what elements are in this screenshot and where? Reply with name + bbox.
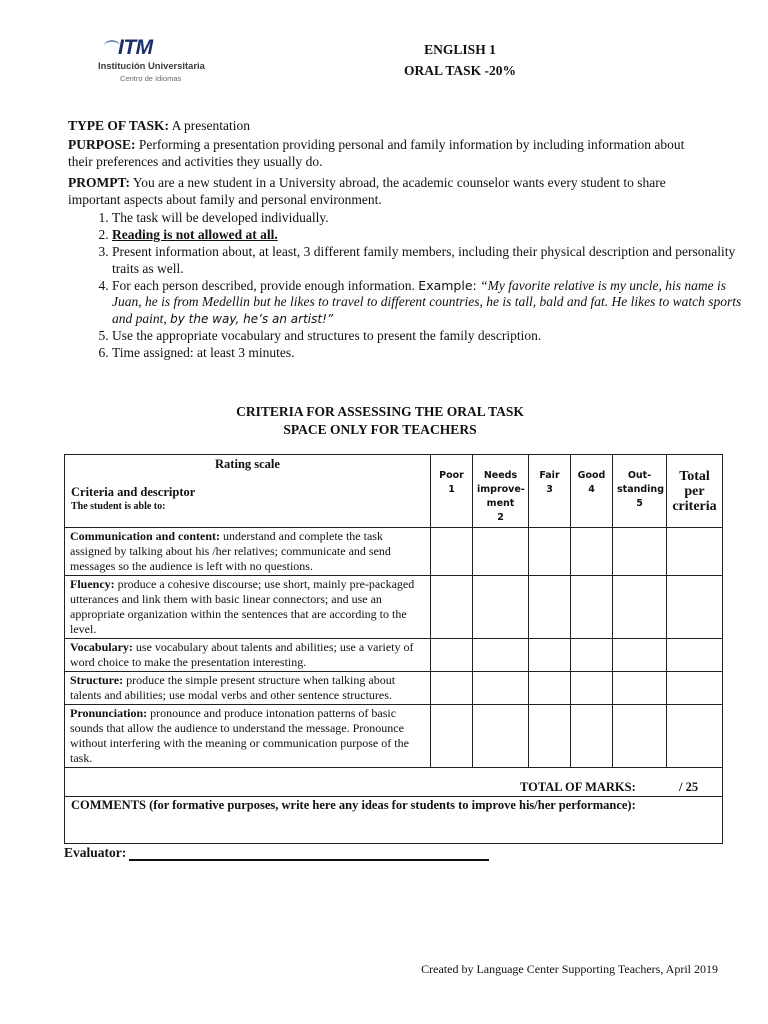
- footer-credit: Created by Language Center Supporting Teachers, April 2019: [421, 962, 718, 976]
- purpose-value: Performing a presentation providing personal and family information by including information about their preferences and activities they usually do.: [68, 137, 685, 169]
- total-marks-cell: [65, 768, 723, 797]
- criterion-text: pronounce and produce intonation patterns of basic sounds that allow the audience to understand the message. Pronounce without interfering with the meaning or communication purpose of the task.: [70, 706, 409, 765]
- rating-number: 1: [448, 484, 455, 495]
- score-cell[interactable]: [529, 528, 571, 576]
- rating-label: Good: [577, 470, 606, 481]
- rubric-header-row: [65, 455, 723, 528]
- total-cell[interactable]: [667, 528, 723, 576]
- criterion-text: understand and complete the task assigned by talking about his /her relatives; communicate and send messages so the audience is left with no questions.: [70, 529, 391, 573]
- total-marks-label: TOTAL OF MARKS:: [520, 780, 636, 794]
- criterion-title: Communication and content:: [70, 529, 221, 543]
- prompt-label: PROMPT:: [68, 175, 130, 190]
- course-title: ENGLISH 1: [424, 42, 496, 57]
- table-row: [65, 528, 723, 576]
- rating-scale-label: Rating scale: [215, 457, 280, 471]
- prompt-value: You are a new student in a University abroad, the academic counselor wants every student to share important aspects about family and personal environment.: [68, 175, 666, 207]
- criteria-header: Criteria and descriptor: [71, 485, 196, 499]
- type-of-task-label: TYPE OF TASK:: [68, 118, 170, 133]
- evaluator-label: Evaluator:: [64, 845, 127, 860]
- table-row: [65, 639, 723, 672]
- instruction-text: Use the appropriate vocabulary and structures to present the family description.: [112, 327, 542, 343]
- example-label: Example:: [418, 277, 477, 293]
- table-row: [65, 672, 723, 705]
- criterion-communication: [65, 528, 431, 576]
- task-title: ORAL TASK -20%: [403, 63, 517, 78]
- instruction-list: [68, 210, 744, 362]
- type-of-task-value: A presentation: [171, 118, 251, 133]
- example-text: “My favorite relative is my uncle, his name is Juan, he is from Medellin but he likes to travel to different countries, he is tall, bald and fat. He likes to watch sports and paint,: [112, 277, 742, 326]
- table-row: [65, 576, 723, 639]
- score-cell[interactable]: [571, 672, 613, 705]
- rating-number: 3: [546, 484, 553, 495]
- example-text-end: by the way, he’s an artist!”: [170, 311, 334, 326]
- rating-good-header: [571, 455, 613, 528]
- criteria-header-cell: [65, 455, 431, 528]
- score-cell[interactable]: [613, 672, 667, 705]
- itm-logo-name: Institución Universitaria: [98, 60, 205, 71]
- score-cell[interactable]: [529, 672, 571, 705]
- instruction-text: Reading is not allowed at all.: [112, 227, 278, 242]
- rating-label: Fair: [539, 470, 560, 481]
- rating-label: Poor: [439, 470, 464, 481]
- criterion-text: use vocabulary about talents and abilities; use a variety of word choice to make the presentation interesting.: [70, 640, 414, 669]
- criteria-title: CRITERIA FOR ASSESSING THE ORAL TASK: [236, 404, 524, 419]
- rating-fair-header: [529, 455, 571, 528]
- total-cell[interactable]: [667, 705, 723, 768]
- student-able-label: The student is able to:: [71, 501, 166, 512]
- score-cell[interactable]: [529, 576, 571, 639]
- criterion-title: Vocabulary:: [70, 640, 133, 654]
- rating-needs-header: [473, 455, 529, 528]
- score-cell[interactable]: [473, 639, 529, 672]
- score-cell[interactable]: [473, 528, 529, 576]
- total-cell[interactable]: [667, 672, 723, 705]
- instruction-item: [112, 278, 744, 328]
- rating-number: 2: [497, 512, 504, 523]
- score-cell[interactable]: [613, 528, 667, 576]
- criterion-title: Structure:: [70, 673, 124, 687]
- criterion-vocabulary: [65, 639, 431, 672]
- instruction-text: The task will be developed individually.: [112, 210, 329, 225]
- total-marks-row: [65, 768, 723, 797]
- score-cell[interactable]: [529, 705, 571, 768]
- comments-row: [65, 797, 723, 844]
- criterion-text: produce the simple present structure when talking about talents and abilities; use modal verbs and other sentence structures.: [70, 673, 396, 702]
- rating-number: 5: [636, 498, 643, 509]
- score-cell[interactable]: [529, 639, 571, 672]
- evaluator-field: [64, 845, 489, 861]
- score-cell[interactable]: [431, 528, 473, 576]
- itm-logo-mark: ITM: [118, 36, 153, 60]
- score-cell[interactable]: [613, 639, 667, 672]
- rating-label: Needs improve-ment: [477, 470, 525, 509]
- criterion-title: Fluency:: [70, 577, 115, 591]
- criterion-text: produce a cohesive discourse; use short, mainly pre-packaged utterances and link them with basic linear connectors; and use an appropriate organization within the sentences that are according to the level.: [70, 577, 415, 636]
- score-cell[interactable]: [431, 639, 473, 672]
- score-cell[interactable]: [571, 639, 613, 672]
- instruction-text: Present information about, at least, 3 different family members, including their physical description and personality traits as well.: [112, 244, 736, 276]
- score-cell[interactable]: [431, 672, 473, 705]
- itm-logo-department: Centro de Idiomas: [120, 74, 182, 83]
- total-per-criteria-header: Total per criteria: [667, 455, 723, 528]
- score-cell[interactable]: [473, 705, 529, 768]
- comments-label: COMMENTS (for formative purposes, write here any ideas for students to improve his/her performance):: [71, 798, 636, 812]
- score-cell[interactable]: [473, 576, 529, 639]
- score-cell[interactable]: [613, 705, 667, 768]
- criterion-title: Pronunciation:: [70, 706, 148, 720]
- instruction-item: [112, 345, 744, 362]
- type-of-task: [68, 117, 708, 134]
- total-marks-out-of: / 25: [679, 780, 699, 794]
- total-cell[interactable]: [667, 639, 723, 672]
- rating-number: 4: [588, 484, 595, 495]
- score-cell[interactable]: [431, 705, 473, 768]
- rating-poor-header: [431, 455, 473, 528]
- purpose: [68, 136, 708, 170]
- rating-outstanding-header: [613, 455, 667, 528]
- instruction-item: [112, 328, 744, 345]
- rubric-table: [64, 454, 723, 844]
- instruction-text: For each person described, provide enough information.: [112, 277, 415, 293]
- criterion-pronunciation: [65, 705, 431, 768]
- purpose-label: PURPOSE:: [68, 137, 136, 152]
- score-cell[interactable]: [431, 576, 473, 639]
- criterion-fluency: [65, 576, 431, 639]
- table-row: [65, 705, 723, 768]
- score-cell[interactable]: [473, 672, 529, 705]
- instruction-item: [112, 227, 744, 244]
- score-cell[interactable]: [571, 705, 613, 768]
- itm-logo: [96, 36, 214, 88]
- score-cell[interactable]: [571, 528, 613, 576]
- comments-cell[interactable]: [65, 797, 723, 844]
- total-cell[interactable]: [667, 576, 723, 639]
- evaluator-signature-line[interactable]: [129, 845, 489, 861]
- instruction-item: [112, 244, 744, 277]
- criterion-structure: [65, 672, 431, 705]
- instruction-item: [112, 210, 744, 227]
- prompt: [68, 174, 708, 208]
- score-cell[interactable]: [613, 576, 667, 639]
- instruction-text: Time assigned: at least 3 minutes.: [112, 344, 295, 360]
- rating-label: Out-standing: [617, 470, 664, 495]
- criteria-subtitle: SPACE ONLY FOR TEACHERS: [283, 422, 477, 437]
- score-cell[interactable]: [571, 576, 613, 639]
